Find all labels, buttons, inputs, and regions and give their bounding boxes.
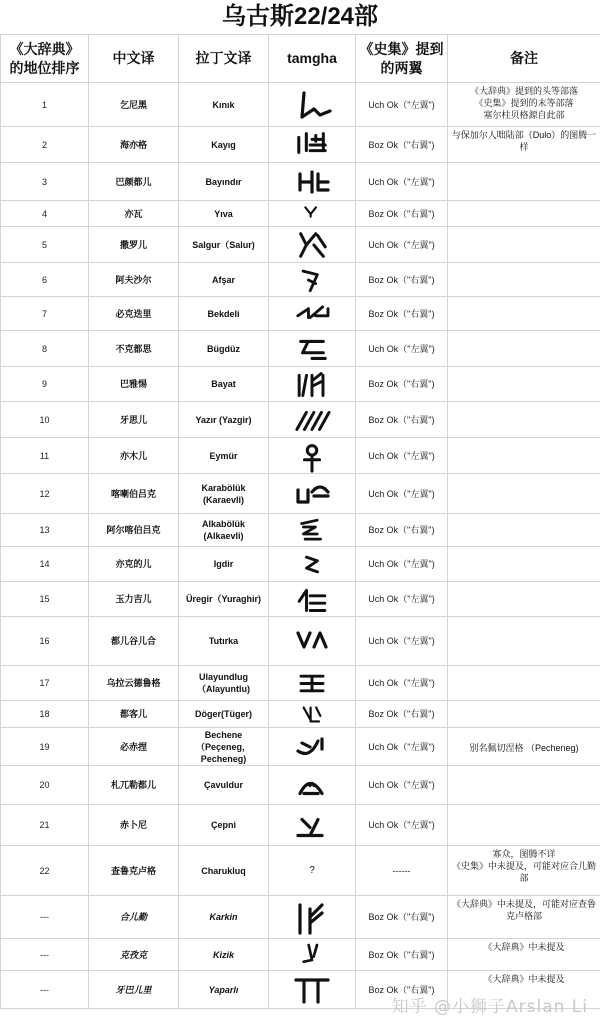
note-cell (448, 331, 600, 367)
wing-cell: Uch Ok（"左翼") (356, 582, 448, 617)
rank-cell: 9 (1, 367, 89, 402)
rank-cell: --- (1, 971, 89, 1009)
header-tamgha: tamgha (269, 35, 356, 83)
rank-cell: 2 (1, 127, 89, 163)
note-cell: 《大辞典》中未提及 (448, 939, 600, 971)
table-row (1, 896, 600, 939)
chinese-name-cell: 都客儿 (89, 701, 179, 728)
latin-name-cell: Karabölük (Karaevli) (179, 474, 269, 514)
wing-cell: Boz Ok（"右翼") (356, 127, 448, 163)
table-row (1, 438, 600, 474)
uregir-tamgha-icon (269, 582, 356, 617)
note-cell (448, 367, 600, 402)
karabooluk-tamgha-icon (269, 474, 356, 514)
rank-cell: 13 (1, 514, 89, 547)
wing-cell: Uch Ok（"左翼") (356, 438, 448, 474)
chinese-name-cell: 合儿勤 (89, 896, 179, 939)
bechene-tamgha-icon (269, 728, 356, 766)
bayindir-tamgha-icon (269, 163, 356, 201)
latin-name-cell: Ulayundlug（Alayuntlu) (179, 666, 269, 701)
table-row (1, 331, 600, 367)
chinese-name-cell: 阿尔喀伯吕克 (89, 514, 179, 547)
tribes-table (0, 34, 600, 1009)
table-row (1, 263, 600, 297)
wing-cell: ------ (356, 846, 448, 896)
wing-cell: Uch Ok（"左翼") (356, 474, 448, 514)
latin-name-cell: Bechene （Peçeneg，Pecheneg) (179, 728, 269, 766)
latin-name-cell: Bayat (179, 367, 269, 402)
chinese-name-cell: 必赤捏 (89, 728, 179, 766)
wing-cell: Uch Ok（"左翼") (356, 163, 448, 201)
wing-cell: Boz Ok（"右翼") (356, 263, 448, 297)
note-cell (448, 474, 600, 514)
chinese-name-cell: 牙巴儿里 (89, 971, 179, 1009)
wing-cell: Uch Ok（"左翼") (356, 83, 448, 127)
table-row (1, 514, 600, 547)
chinese-name-cell: 克孜克 (89, 939, 179, 971)
header-chinese: 中文译 (89, 35, 179, 83)
afsar-tamgha-icon (269, 263, 356, 297)
table-row (1, 617, 600, 666)
chinese-name-cell: 查鲁克卢格 (89, 846, 179, 896)
rank-cell: 10 (1, 402, 89, 438)
table-row (1, 701, 600, 728)
table-row (1, 582, 600, 617)
rank-cell: 8 (1, 331, 89, 367)
table-row (1, 547, 600, 582)
karkin-tamgha-icon (269, 896, 356, 939)
chinese-name-cell: 牙思儿 (89, 402, 179, 438)
wing-cell: Boz Ok（"右翼") (356, 701, 448, 728)
latin-name-cell: Alkabölük (Alkaevli) (179, 514, 269, 547)
table-row (1, 367, 600, 402)
rank-cell: 14 (1, 547, 89, 582)
latin-name-cell: Bekdeli (179, 297, 269, 331)
table-row (1, 297, 600, 331)
chinese-name-cell: 亦瓦 (89, 201, 179, 227)
bayat-tamgha-icon (269, 367, 356, 402)
table-row (1, 227, 600, 263)
rank-cell: 18 (1, 701, 89, 728)
wing-cell: Uch Ok（"左翼") (356, 227, 448, 263)
rank-cell: 15 (1, 582, 89, 617)
table-row (1, 939, 600, 971)
wing-cell: Boz Ok（"右翼") (356, 367, 448, 402)
wing-cell: Boz Ok（"右翼") (356, 971, 448, 1009)
rank-cell: 22 (1, 846, 89, 896)
table-row (1, 163, 600, 201)
chinese-name-cell: 巴雅惕 (89, 367, 179, 402)
table-row (1, 666, 600, 701)
table-row (1, 846, 600, 896)
wing-cell: Uch Ok（"左翼") (356, 617, 448, 666)
yaparli-tamgha-icon (269, 971, 356, 1009)
note-cell (448, 514, 600, 547)
header-latin: 拉丁文译 (179, 35, 269, 83)
yiva-tamgha-icon (269, 201, 356, 227)
chinese-name-cell: 亦木儿 (89, 438, 179, 474)
note-cell: 《大辞典》中未提及，可能对应查鲁克卢格部 (448, 896, 600, 939)
rank-cell: 12 (1, 474, 89, 514)
wing-cell: Boz Ok（"右翼") (356, 896, 448, 939)
kayig-tamgha-icon (269, 127, 356, 163)
table-row (1, 127, 600, 163)
chinese-name-cell: 巴颜都儿 (89, 163, 179, 201)
chinese-name-cell: 乌拉云德鲁格 (89, 666, 179, 701)
chinese-name-cell: 札兀勒都儿 (89, 766, 179, 805)
latin-name-cell: Charukluq (179, 846, 269, 896)
page-title: 乌古斯22/24部 (221, 3, 379, 30)
watermark: 知乎 @小狮子Arslan Li (391, 997, 588, 1017)
rank-cell: 20 (1, 766, 89, 805)
header-note: 备注 (448, 35, 600, 83)
note-cell (448, 163, 600, 201)
wing-cell: Uch Ok（"左翼") (356, 728, 448, 766)
wing-cell: Boz Ok（"右翼") (356, 939, 448, 971)
wing-cell: Uch Ok（"左翼") (356, 666, 448, 701)
latin-name-cell: Karkin (179, 896, 269, 939)
rank-cell: 19 (1, 728, 89, 766)
note-cell: 别名佩切涅格 （Pecheneg) (448, 728, 600, 766)
latin-name-cell: Üregir（Yuraghir) (179, 582, 269, 617)
wing-cell: Uch Ok（"左翼") (356, 547, 448, 582)
latin-name-cell: Kayıg (179, 127, 269, 163)
rank-cell: 11 (1, 438, 89, 474)
note-cell (448, 263, 600, 297)
note-cell: 《大辞典》中未提及 (448, 971, 600, 1009)
chinese-name-cell: 撒罗儿 (89, 227, 179, 263)
rank-cell: 7 (1, 297, 89, 331)
note-cell: 与保加尔人咄陆部（Dulo）的图腾一样 (448, 127, 600, 163)
latin-name-cell: Yaparlı (179, 971, 269, 1009)
note-cell (448, 666, 600, 701)
table-row (1, 474, 600, 514)
note-cell (448, 547, 600, 582)
table-row (1, 766, 600, 805)
alkabooluk-tamgha-icon (269, 514, 356, 547)
chinese-name-cell: 乞尼黑 (89, 83, 179, 127)
note-cell (448, 402, 600, 438)
wing-cell: Boz Ok（"右翼") (356, 402, 448, 438)
chinese-name-cell: 必克迭里 (89, 297, 179, 331)
latin-name-cell: Kınık (179, 83, 269, 127)
yazir-tamgha-icon (269, 402, 356, 438)
table-row (1, 201, 600, 227)
doger-tamgha-icon (269, 701, 356, 728)
latin-name-cell: Salgur（Salur) (179, 227, 269, 263)
note-cell: 寡众，图腾不详 《史集》中未提及，可能对应合儿勤部 (448, 846, 600, 896)
latin-name-cell: Igdir (179, 547, 269, 582)
latin-name-cell: Döger(Tüger) (179, 701, 269, 728)
latin-name-cell: Yıva (179, 201, 269, 227)
ulayundlug-tamgha-icon (269, 666, 356, 701)
rank-cell: 21 (1, 805, 89, 846)
wing-cell: Boz Ok（"右翼") (356, 514, 448, 547)
note-cell (448, 201, 600, 227)
table-row (1, 402, 600, 438)
latin-name-cell: Çavuldur (179, 766, 269, 805)
header-rank: 《大辞典》的地位排序 (1, 35, 89, 83)
rank-cell: 4 (1, 201, 89, 227)
header-row (1, 35, 600, 83)
bugduz-tamgha-icon (269, 331, 356, 367)
chinese-name-cell: 都儿谷儿合 (89, 617, 179, 666)
chinese-name-cell: 亦克的儿 (89, 547, 179, 582)
chinese-name-cell: 阿夫沙尔 (89, 263, 179, 297)
kinik-tamgha-icon (269, 83, 356, 127)
rank-cell: 6 (1, 263, 89, 297)
note-cell (448, 438, 600, 474)
chinese-name-cell: 玉力吉儿 (89, 582, 179, 617)
header-wing: 《史集》提到的两翼 (356, 35, 448, 83)
table-row (1, 805, 600, 846)
note-cell: 《大辞典》提到的头等部落 《史集》提到的末等部落 塞尔柱贝格源自此部 (448, 83, 600, 127)
rank-cell: --- (1, 939, 89, 971)
table-row (1, 728, 600, 766)
note-cell (448, 701, 600, 728)
salgur-tamgha-icon (269, 227, 356, 263)
igdir-tamgha-icon (269, 547, 356, 582)
tamgha-unknown: ? (269, 846, 356, 896)
tutirka-tamgha-icon (269, 617, 356, 666)
note-cell (448, 582, 600, 617)
wing-cell: Uch Ok（"左翼") (356, 331, 448, 367)
latin-name-cell: Yazır (Yazgir) (179, 402, 269, 438)
rank-cell: 3 (1, 163, 89, 201)
note-cell (448, 766, 600, 805)
chinese-name-cell: 海亦格 (89, 127, 179, 163)
chinese-name-cell: 赤卜尼 (89, 805, 179, 846)
chinese-name-cell: 不克都思 (89, 331, 179, 367)
rank-cell: --- (1, 896, 89, 939)
bekdeli-tamgha-icon (269, 297, 356, 331)
latin-name-cell: Çepni (179, 805, 269, 846)
latin-name-cell: Eymür (179, 438, 269, 474)
rank-cell: 1 (1, 83, 89, 127)
eymur-tamgha-icon (269, 438, 356, 474)
note-cell (448, 617, 600, 666)
latin-name-cell: Kizik (179, 939, 269, 971)
wing-cell: Uch Ok（"左翼") (356, 766, 448, 805)
rank-cell: 17 (1, 666, 89, 701)
note-cell (448, 227, 600, 263)
table-row (1, 83, 600, 127)
latin-name-cell: Afşar (179, 263, 269, 297)
latin-name-cell: Bayındır (179, 163, 269, 201)
wing-cell: Uch Ok（"左翼") (356, 805, 448, 846)
chinese-name-cell: 喀喇伯吕克 (89, 474, 179, 514)
cepni-tamgha-icon (269, 805, 356, 846)
cavuldur-tamgha-icon (269, 766, 356, 805)
latin-name-cell: Tutırka (179, 617, 269, 666)
wing-cell: Boz Ok（"右翼") (356, 297, 448, 331)
wing-cell: Boz Ok（"右翼") (356, 201, 448, 227)
kizik-tamgha-icon (269, 939, 356, 971)
rank-cell: 16 (1, 617, 89, 666)
note-cell (448, 805, 600, 846)
rank-cell: 5 (1, 227, 89, 263)
note-cell (448, 297, 600, 331)
latin-name-cell: Bügdüz (179, 331, 269, 367)
